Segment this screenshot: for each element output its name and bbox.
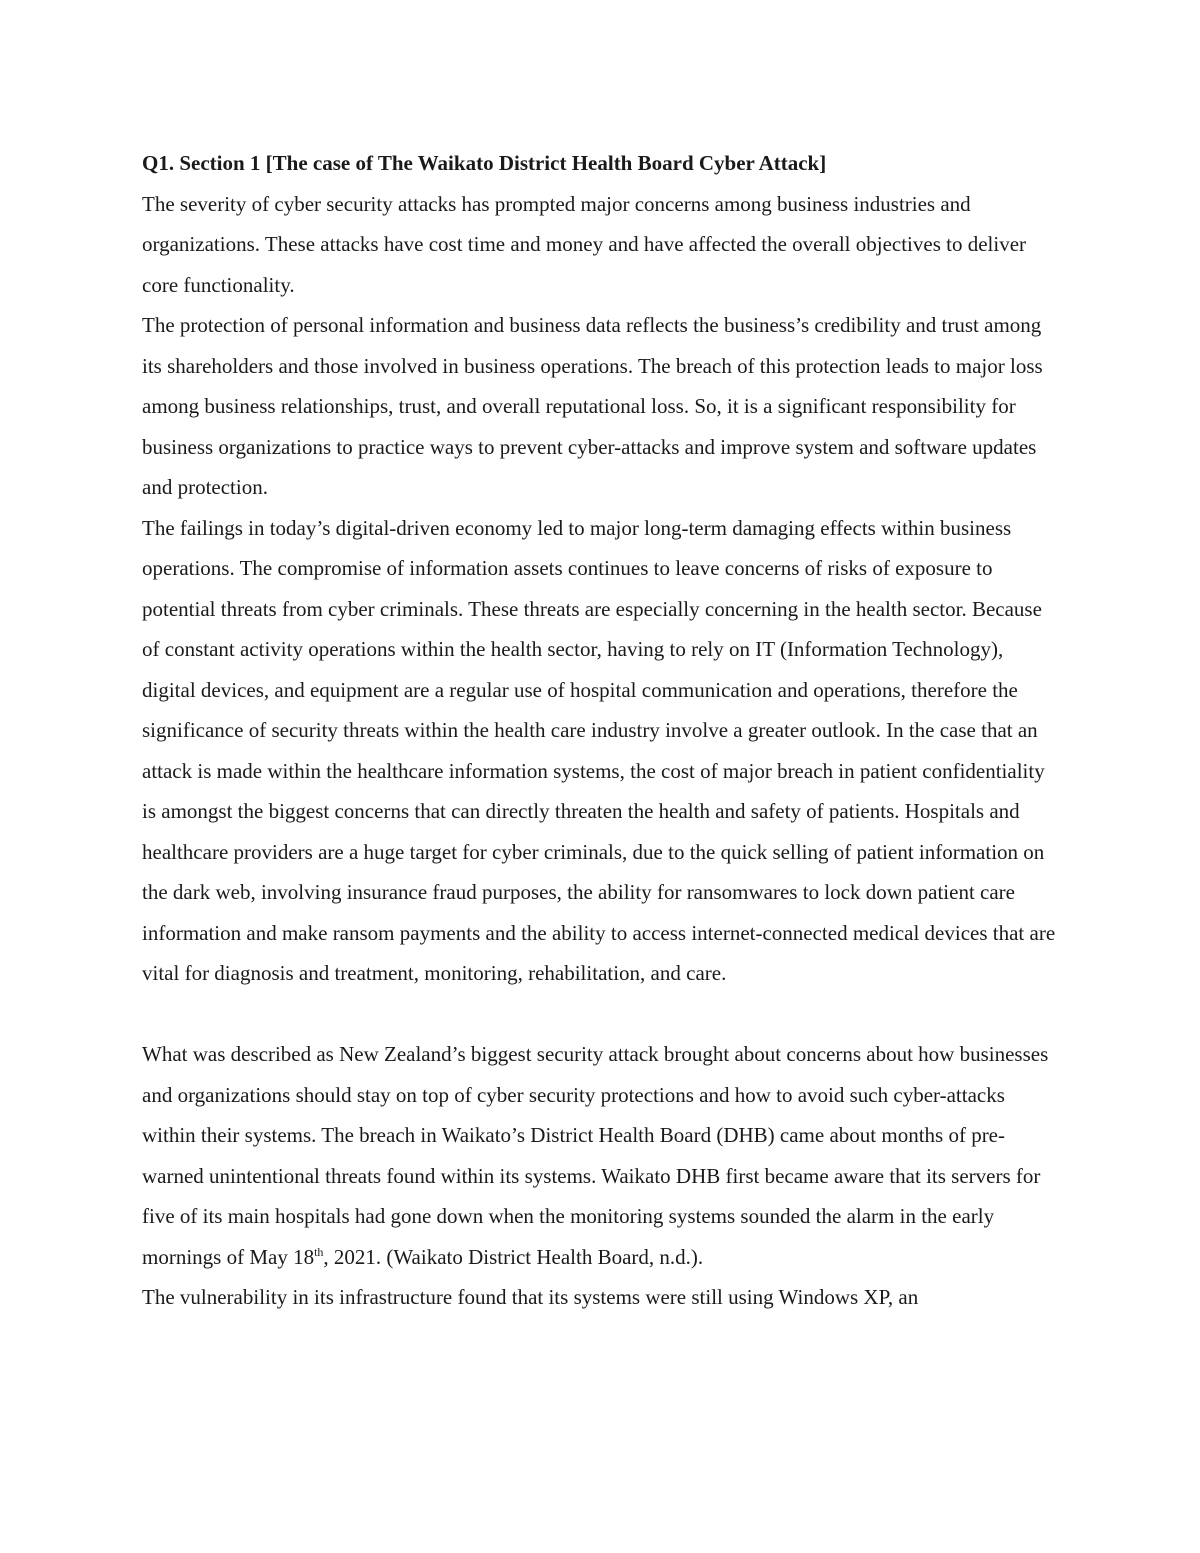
paragraph-5: The vulnerability in its infrastructure found that its systems were still using Windows XP, an	[142, 1285, 919, 1309]
paragraph-3: The failings in today’s digital-driven economy led to major long-term damaging effects within business operations. The compromise of information assets continues to leave concerns of risks of exposure to potential threats from cyber criminals. These threats are especially concerning in the health sector. Because of constant activity operations within the health sector, having to rely on IT (Information Technology), digital devices, and equipment are a regular use of hospital communication and operations, therefore the significance of security threats within the health care industry involve a greater outlook. In the case that an attack is made within the healthcare information systems, the cost of major breach in patient confidentiality is amongst the biggest concerns that can directly threaten the health and safety of patients. Hospitals and healthcare providers are a huge target for cyber criminals, due to the quick selling of patient information on the dark web, involving insurance fraud purposes, the ability for ransomwares to lock down patient care information and make ransom payments and the ability to access internet-connected medical devices that are vital for diagnosis and treatment, monitoring, rehabilitation, and care.	[142, 515, 1056, 985]
paragraph-4-text-start: What was described as New Zealand’s biggest security attack brought about concerns about how businesses and organizations should stay on top of cyber security protections and how to avoid such cyber-attacks within their systems. The breach in Waikato’s District Health Board (DHB) came about months of pre-warned unintentional threats found within its systems. Waikato DHB first became aware that its servers for five of its main hospitals had gone down when the monitoring systems sounded the alarm in the early mornings of May 18	[142, 1042, 1049, 1269]
paragraph-4	[142, 1034, 1062, 1277]
paragraph-spacer	[142, 994, 1062, 1035]
paragraph-2: The protection of personal information and business data reflects the business’s credibility and trust among its shareholders and those involved in business operations. The breach of this protection leads to major loss among business relationships, trust, and overall reputational loss. So, it is a significant responsibility for business organizations to practice ways to prevent cyber-attacks and improve system and software updates and protection.	[142, 313, 1043, 499]
ordinal-suffix: th	[314, 1244, 324, 1259]
paragraph-1: The severity of cyber security attacks has prompted major concerns among business industries and organizations. These attacks have cost time and money and have affected the overall objectives to deliver core functionality.	[142, 191, 1027, 297]
document-body	[142, 143, 1062, 1318]
section-heading: Q1. Section 1 [The case of The Waikato District Health Board Cyber Attack]	[142, 151, 827, 175]
paragraph-4-text-end: , 2021. (Waikato District Health Board, n.d.).	[323, 1244, 704, 1269]
